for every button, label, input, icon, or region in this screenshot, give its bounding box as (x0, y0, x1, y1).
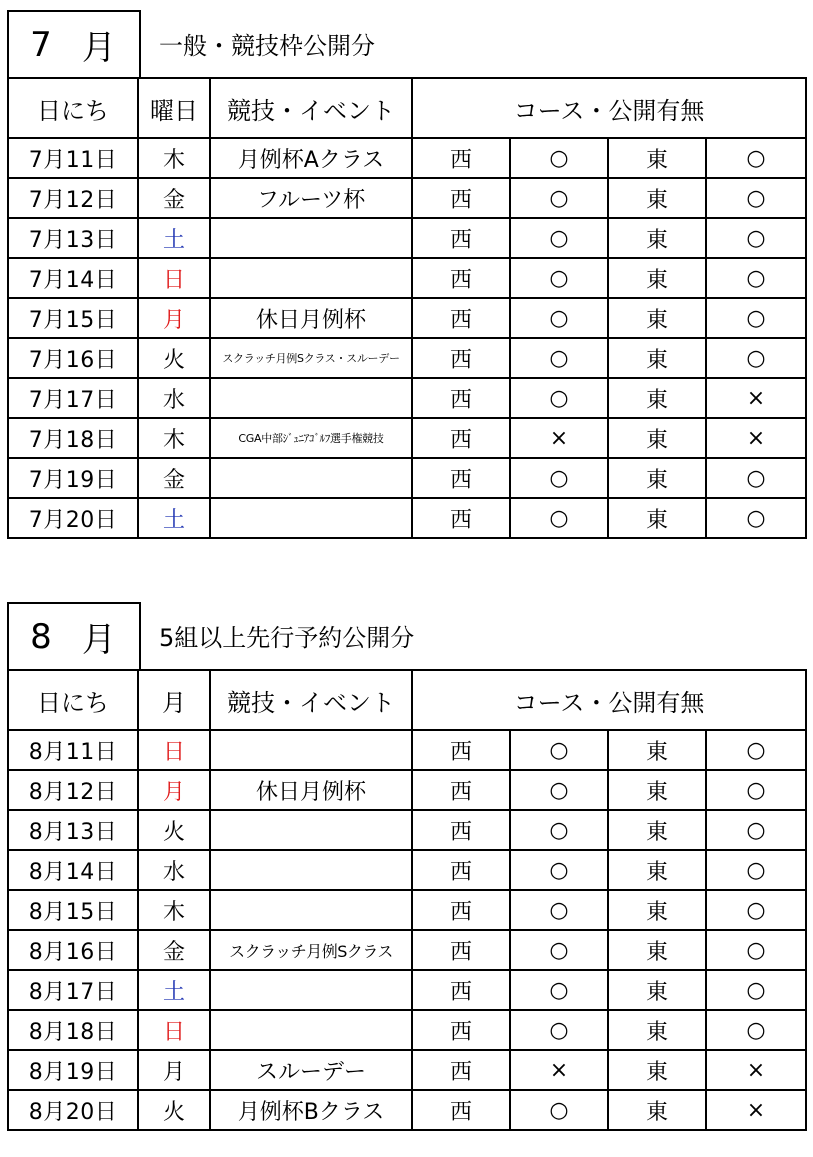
east-open-status: ○ (706, 298, 806, 338)
table-row (8, 498, 806, 538)
table-row (8, 298, 806, 338)
west-course-cell: 西 (412, 178, 510, 218)
weekday-cell: 日 (138, 1010, 210, 1050)
table-row (8, 1010, 806, 1050)
weekday-cell: 月 (138, 298, 210, 338)
header-event: 競技・イベント (210, 78, 412, 138)
header-weekday: 曜日 (138, 78, 210, 138)
east-open-status: ○ (706, 970, 806, 1010)
east-course-cell: 東 (608, 298, 706, 338)
table-row (8, 338, 806, 378)
date-cell: 7月13日 (8, 218, 138, 258)
east-course-cell: 東 (608, 418, 706, 458)
east-course-cell: 東 (608, 458, 706, 498)
august-schedule-table (7, 669, 807, 1131)
date-cell: 8月19日 (8, 1050, 138, 1090)
event-cell (210, 730, 412, 770)
west-course-cell: 西 (412, 890, 510, 930)
july-rows (8, 78, 806, 538)
east-course-cell: 東 (608, 770, 706, 810)
west-open-status: ○ (510, 810, 608, 850)
month-kanji: 月 (81, 620, 118, 660)
weekday-cell: 水 (138, 850, 210, 890)
west-course-cell: 西 (412, 138, 510, 178)
july-section (7, 10, 805, 539)
july-section-heading: 一般・競技枠公開分 (159, 32, 375, 60)
date-cell: 8月14日 (8, 850, 138, 890)
event-cell (210, 970, 412, 1010)
event-cell: フルーツ杯 (210, 178, 412, 218)
west-open-status: ○ (510, 1090, 608, 1130)
east-open-status: ○ (706, 138, 806, 178)
weekday-cell: 土 (138, 218, 210, 258)
event-cell: 月例杯Bクラス (210, 1090, 412, 1130)
weekday-cell: 火 (138, 810, 210, 850)
west-open-status: ○ (510, 178, 608, 218)
weekday-cell: 土 (138, 970, 210, 1010)
event-cell: スクラッチ月例Sクラス (210, 930, 412, 970)
table-row (8, 1050, 806, 1090)
west-course-cell: 西 (412, 298, 510, 338)
east-course-cell: 東 (608, 730, 706, 770)
date-cell: 7月12日 (8, 178, 138, 218)
east-course-cell: 東 (608, 218, 706, 258)
august-section (7, 602, 805, 1131)
west-course-cell: 西 (412, 970, 510, 1010)
east-open-status: × (706, 418, 806, 458)
east-course-cell: 東 (608, 338, 706, 378)
august-month-box (7, 602, 141, 669)
west-open-status: × (510, 1050, 608, 1090)
east-open-status: ○ (706, 1010, 806, 1050)
date-cell: 7月14日 (8, 258, 138, 298)
event-cell: スルーデー (210, 1050, 412, 1090)
west-course-cell: 西 (412, 378, 510, 418)
east-course-cell: 東 (608, 178, 706, 218)
west-open-status: ○ (510, 970, 608, 1010)
east-course-cell: 東 (608, 378, 706, 418)
table-header-row (8, 78, 806, 138)
date-cell: 7月18日 (8, 418, 138, 458)
east-course-cell: 東 (608, 498, 706, 538)
event-cell (210, 890, 412, 930)
event-cell (210, 1010, 412, 1050)
west-open-status: ○ (510, 850, 608, 890)
event-cell: スクラッチ月例Sクラス・スルーデー (210, 338, 412, 378)
header-date: 日にち (8, 670, 138, 730)
table-row (8, 770, 806, 810)
east-open-status: ○ (706, 770, 806, 810)
event-cell: CGA中部ｼﾞｭﾆｱｺﾞﾙﾌ選手権競技 (210, 418, 412, 458)
east-open-status: ○ (706, 810, 806, 850)
table-row (8, 178, 806, 218)
west-open-status: ○ (510, 1010, 608, 1050)
east-course-cell: 東 (608, 1050, 706, 1090)
west-open-status: ○ (510, 298, 608, 338)
east-course-cell: 東 (608, 970, 706, 1010)
date-cell: 7月20日 (8, 498, 138, 538)
date-cell: 7月16日 (8, 338, 138, 378)
table-row (8, 730, 806, 770)
west-course-cell: 西 (412, 338, 510, 378)
east-open-status: ○ (706, 498, 806, 538)
weekday-cell: 木 (138, 138, 210, 178)
weekday-cell: 火 (138, 338, 210, 378)
west-course-cell: 西 (412, 770, 510, 810)
header-weekday: 月 (138, 670, 210, 730)
date-cell: 8月18日 (8, 1010, 138, 1050)
table-row (8, 970, 806, 1010)
date-cell: 8月13日 (8, 810, 138, 850)
event-cell (210, 458, 412, 498)
west-course-cell: 西 (412, 418, 510, 458)
table-row (8, 218, 806, 258)
event-cell (210, 498, 412, 538)
west-open-status: ○ (510, 770, 608, 810)
east-course-cell: 東 (608, 890, 706, 930)
date-cell: 8月11日 (8, 730, 138, 770)
east-open-status: ○ (706, 178, 806, 218)
event-cell: 休日月例杯 (210, 298, 412, 338)
east-open-status: ○ (706, 890, 806, 930)
table-row (8, 258, 806, 298)
east-course-cell: 東 (608, 930, 706, 970)
east-open-status: ○ (706, 930, 806, 970)
east-open-status: ○ (706, 218, 806, 258)
date-cell: 8月17日 (8, 970, 138, 1010)
event-cell: 月例杯Aクラス (210, 138, 412, 178)
east-course-cell: 東 (608, 850, 706, 890)
event-cell (210, 850, 412, 890)
east-course-cell: 東 (608, 810, 706, 850)
west-open-status: ○ (510, 930, 608, 970)
table-row (8, 850, 806, 890)
event-cell (210, 258, 412, 298)
header-event: 競技・イベント (210, 670, 412, 730)
west-course-cell: 西 (412, 850, 510, 890)
table-row (8, 890, 806, 930)
event-cell (210, 810, 412, 850)
weekday-cell: 日 (138, 730, 210, 770)
west-open-status: ○ (510, 378, 608, 418)
weekday-cell: 金 (138, 178, 210, 218)
west-open-status: ○ (510, 218, 608, 258)
east-open-status: ○ (706, 730, 806, 770)
west-open-status: ○ (510, 458, 608, 498)
west-open-status: ○ (510, 890, 608, 930)
table-row (8, 378, 806, 418)
weekday-cell: 水 (138, 378, 210, 418)
date-cell: 7月11日 (8, 138, 138, 178)
july-schedule-table (7, 77, 807, 539)
header-course: コース・公開有無 (412, 78, 806, 138)
west-course-cell: 西 (412, 218, 510, 258)
weekday-cell: 木 (138, 890, 210, 930)
west-course-cell: 西 (412, 1090, 510, 1130)
date-cell: 7月17日 (8, 378, 138, 418)
date-cell: 8月12日 (8, 770, 138, 810)
table-row (8, 810, 806, 850)
month-number: 7 (30, 24, 54, 65)
east-open-status: × (706, 1050, 806, 1090)
july-month-box (7, 10, 141, 77)
east-open-status: × (706, 1090, 806, 1130)
table-row (8, 1090, 806, 1130)
weekday-cell: 金 (138, 930, 210, 970)
table-header-row (8, 670, 806, 730)
month-number: 8 (30, 616, 54, 657)
weekday-cell: 土 (138, 498, 210, 538)
august-section-heading: 5組以上先行予約公開分 (159, 624, 415, 652)
weekday-cell: 金 (138, 458, 210, 498)
east-open-status: ○ (706, 338, 806, 378)
month-kanji: 月 (81, 28, 118, 68)
date-cell: 8月16日 (8, 930, 138, 970)
west-course-cell: 西 (412, 1010, 510, 1050)
event-cell (210, 378, 412, 418)
event-cell: 休日月例杯 (210, 770, 412, 810)
august-title-row (7, 602, 805, 669)
date-cell: 7月15日 (8, 298, 138, 338)
date-cell: 7月19日 (8, 458, 138, 498)
date-cell: 8月15日 (8, 890, 138, 930)
table-row (8, 458, 806, 498)
header-date: 日にち (8, 78, 138, 138)
east-open-status: ○ (706, 458, 806, 498)
west-open-status: ○ (510, 498, 608, 538)
event-cell (210, 218, 412, 258)
july-title-row (7, 10, 805, 77)
west-course-cell: 西 (412, 730, 510, 770)
west-open-status: ○ (510, 138, 608, 178)
west-course-cell: 西 (412, 1050, 510, 1090)
august-rows (8, 670, 806, 1130)
weekday-cell: 木 (138, 418, 210, 458)
weekday-cell: 火 (138, 1090, 210, 1130)
weekday-cell: 日 (138, 258, 210, 298)
west-open-status: ○ (510, 730, 608, 770)
east-course-cell: 東 (608, 258, 706, 298)
weekday-cell: 月 (138, 1050, 210, 1090)
west-course-cell: 西 (412, 930, 510, 970)
east-open-status: × (706, 378, 806, 418)
west-open-status: ○ (510, 258, 608, 298)
east-course-cell: 東 (608, 1090, 706, 1130)
table-row (8, 418, 806, 458)
west-course-cell: 西 (412, 458, 510, 498)
weekday-cell: 月 (138, 770, 210, 810)
east-open-status: ○ (706, 258, 806, 298)
header-course: コース・公開有無 (412, 670, 806, 730)
west-course-cell: 西 (412, 810, 510, 850)
west-open-status: × (510, 418, 608, 458)
east-open-status: ○ (706, 850, 806, 890)
east-course-cell: 東 (608, 1010, 706, 1050)
west-course-cell: 西 (412, 498, 510, 538)
table-row (8, 138, 806, 178)
date-cell: 8月20日 (8, 1090, 138, 1130)
east-course-cell: 東 (608, 138, 706, 178)
table-row (8, 930, 806, 970)
west-course-cell: 西 (412, 258, 510, 298)
west-open-status: ○ (510, 338, 608, 378)
